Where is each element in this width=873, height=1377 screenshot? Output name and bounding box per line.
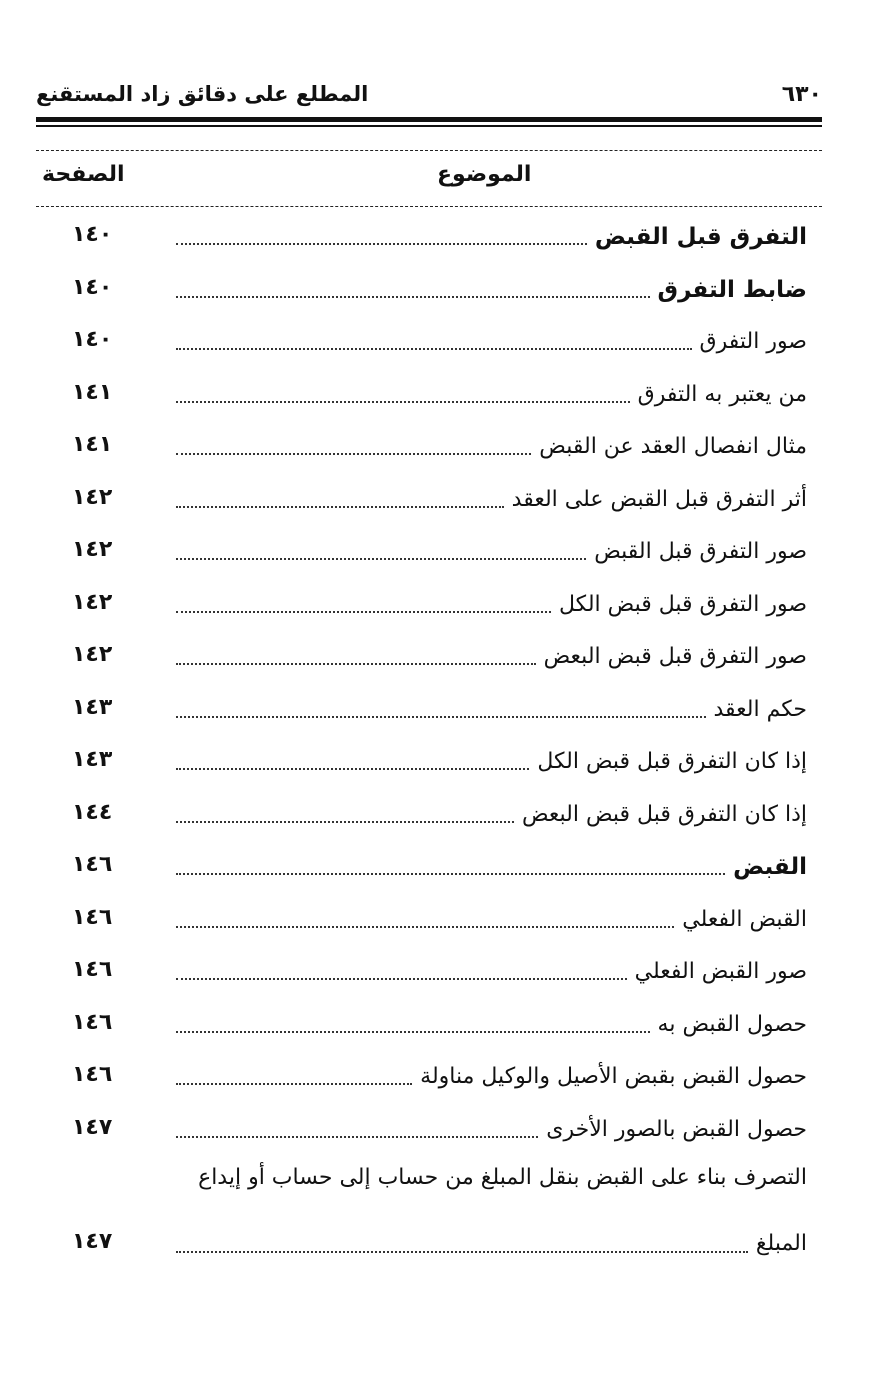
dot-leader [176,1083,412,1085]
running-header [36,82,822,114]
toc-entry [0,897,873,950]
dot-leader [176,926,674,928]
dot-leader [176,873,725,875]
toc-entry-page: ١٤١ [72,432,113,457]
dot-leader [176,663,536,665]
dot-leader [176,243,587,245]
toc-entry-page: ١٤١ [72,379,113,405]
toc-entry [0,844,873,897]
toc-entry-page: ١٤٦ [72,1062,113,1087]
toc-entry-topic: مثال انفصال العقد عن القبض [539,434,807,459]
toc-entry [0,634,873,687]
page-number: ٦٣٠ [781,82,822,107]
toc-entry-topic: صور القبض الفعلي [634,959,807,984]
header-rule-thin [36,125,822,127]
dot-leader [176,1031,650,1033]
dashed-divider-bottom [36,206,822,207]
toc-entry [0,267,873,320]
toc-entry-page: ١٤٧ [72,1114,113,1140]
toc-entry-topic: إذا كان التفرق قبل قبض الكل [537,749,807,774]
toc-entry [0,739,873,792]
dot-leader [176,1136,538,1138]
toc-entry-topic: ضابط التفرق [657,276,807,303]
dot-leader [176,296,650,298]
toc-entry-topic: صور التفرق قبل قبض البعض [543,644,807,669]
toc-entry-topic: حكم العقد [713,696,807,722]
toc-entry-page: ١٤٢ [72,537,113,562]
toc-entry-page: ١٤٦ [72,957,113,982]
toc-entry-page: ١٤٠ [72,327,113,352]
toc-entry-page: ١٤٦ [72,904,113,930]
toc-entry-page: ١٤٣ [72,694,113,720]
dot-leader [176,821,514,823]
toc-entry-topic: صور التفرق [699,329,807,354]
dashed-divider-top [36,150,822,151]
toc-entry-topic-line2: المبلغ [755,1231,807,1256]
dot-leader [176,611,551,613]
toc-entry-multiline-end [0,1217,873,1270]
toc-entry [0,582,873,635]
toc-entry-multiline [0,1159,873,1217]
toc-entry-topic: القبض الفعلي [682,906,807,932]
page-column-header: الصفحة [42,162,125,187]
dot-leader [176,401,630,403]
toc-entry-page: ١٤٤ [72,799,113,825]
toc-entry [0,424,873,477]
dot-leader [176,978,627,980]
toc-entry [0,792,873,845]
toc-entry-topic: حصول القبض به [657,1011,807,1037]
toc-entry-topic: إذا كان التفرق قبل قبض البعض [521,801,807,827]
toc-entry-page: ١٤٠ [72,274,113,300]
dot-leader [176,348,692,350]
toc-entry [0,687,873,740]
toc-entry-page: ١٤٢ [72,589,113,615]
toc-entry [0,1107,873,1160]
toc-entry-topic: صور التفرق قبل القبض [594,539,807,564]
toc-entry-page: ١٤٣ [72,747,113,772]
toc-entry-topic: صور التفرق قبل قبض الكل [559,591,807,617]
toc-entry-page: ١٤٧ [72,1229,113,1254]
dot-leader [176,768,529,770]
toc-entry-topic: أثر التفرق قبل القبض على العقد [511,486,807,512]
toc-entry-topic: حصول القبض بقبض الأصيل والوكيل مناولة [420,1064,807,1089]
dot-leader [176,716,706,718]
toc-entry-topic: حصول القبض بالصور الأخرى [546,1116,807,1142]
toc-entry-page: ١٤٢ [72,484,113,510]
toc-entry [0,529,873,582]
toc-entry [0,319,873,372]
toc-entry [0,949,873,1002]
dot-leader [176,453,531,455]
dot-leader [176,558,586,560]
dot-leader [176,1251,748,1253]
toc-entry-topic: التفرق قبل القبض [594,224,807,250]
topic-column-header: الموضوع [437,162,532,187]
toc-entry [0,372,873,425]
toc-entry-page: ١٤٦ [72,1009,113,1035]
toc-entry [0,477,873,530]
toc-entry [0,1054,873,1107]
toc-entry-topic: من يعتبر به التفرق [637,381,807,407]
toc-entry-page: ١٤٦ [72,852,113,877]
header-rule-thick [36,117,822,122]
toc-entry [0,214,873,267]
dot-leader [176,506,504,508]
toc-entry-topic: القبض [733,854,807,880]
toc-list [0,214,873,1270]
toc-entry-topic-line1: التصرف بناء على القبض بنقل المبلغ من حساب إلى حساب أو إيداع [198,1165,807,1190]
toc-entry-page: ١٤٠ [72,222,113,247]
toc-entry-page: ١٤٢ [72,642,113,667]
toc-entry [0,1002,873,1055]
book-title: المطلع على دقائق زاد المستقنع [36,82,369,106]
